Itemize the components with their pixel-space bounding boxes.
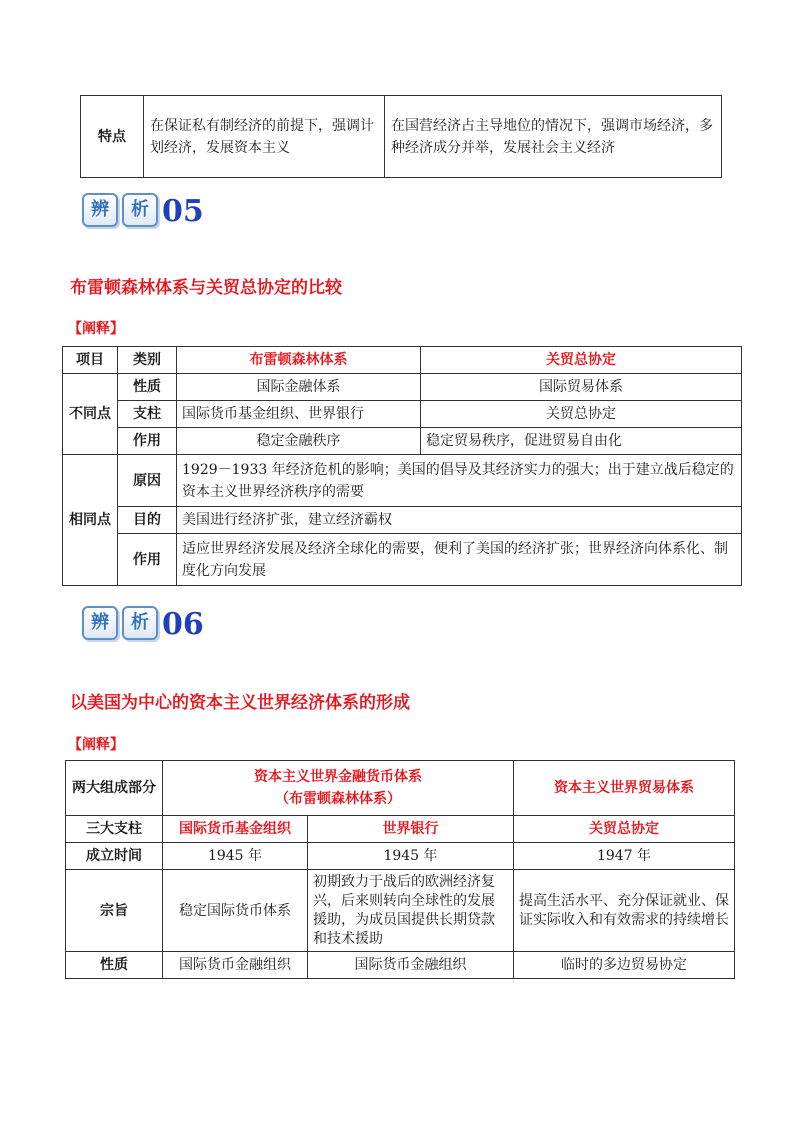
diff-gatt: 关贸总协定 [421, 401, 742, 428]
pillar-imf: 国际货币基金组织 [163, 816, 308, 843]
header-item: 项目 [63, 347, 118, 374]
diff-bretton: 国际金融体系 [177, 374, 421, 401]
comparison-table [62, 346, 742, 586]
diff-gatt: 国际贸易体系 [421, 374, 742, 401]
top-table [80, 95, 722, 178]
differences-label: 不同点 [63, 374, 118, 455]
row-label: 特点 [81, 96, 144, 178]
same-category: 目的 [118, 507, 177, 534]
purpose-imf: 稳定国际货币体系 [163, 870, 308, 952]
same-text: 1929－1933 年经济危机的影响；美国的倡导及其经济实力的强大；出于建立战后稳定的资本主义世界经济秩序的需要 [177, 455, 742, 507]
founded-gatt: 1947 年 [514, 843, 735, 870]
analysis-badge-char1: 辨 [82, 193, 118, 227]
section-title: 以美国为中心的资本主义世界经济体系的形成 [70, 693, 410, 713]
nature-label: 性质 [66, 952, 163, 979]
section-number: 05 [162, 194, 204, 229]
diff-category: 性质 [118, 374, 177, 401]
financial-system-name: 资本主义世界金融货币体系 [254, 769, 422, 785]
diff-bretton: 国际货币基金组织、世界银行 [177, 401, 421, 428]
diff-bretton: 稳定金融秩序 [177, 428, 421, 455]
diff-gatt: 稳定贸易秩序，促进贸易自由化 [421, 428, 742, 455]
nature-gatt: 临时的多边贸易协定 [514, 952, 735, 979]
section-title: 布雷顿森林体系与关贸总协定的比较 [70, 278, 342, 298]
same-category: 作用 [118, 534, 177, 586]
pillars-label: 三大支柱 [66, 816, 163, 843]
explanation-label: 【阐释】 [68, 737, 124, 753]
analysis-badge-char2: 析 [122, 193, 158, 227]
same-text: 适应世界经济发展及经济全球化的需要，便利了美国的经济扩张；世界经济向体系化、制度化方向发展 [177, 534, 742, 586]
founded-label: 成立时间 [66, 843, 163, 870]
analysis-badge-char1: 辨 [82, 606, 118, 640]
purpose-world-bank: 初期致力于战后的欧洲经济复兴，后来则转向全球性的发展援助，为成员国提供长期贷款和技术援助 [308, 870, 514, 952]
header-category: 类别 [118, 347, 177, 374]
pillar-gatt: 关贸总协定 [514, 816, 735, 843]
explanation-label: 【阐释】 [68, 321, 124, 337]
trade-system: 资本主义世界贸易体系 [514, 761, 735, 816]
capitalist-feature: 在保证私有制经济的前提下，强调计划经济，发展资本主义 [144, 96, 385, 178]
socialist-feature: 在国营经济占主导地位的情况下，强调市场经济，多种经济成分并举，发展社会主义经济 [385, 96, 722, 178]
section-number: 06 [162, 607, 204, 642]
diff-category: 支柱 [118, 401, 177, 428]
header-gatt: 关贸总协定 [421, 347, 742, 374]
pillar-world-bank: 世界银行 [308, 816, 514, 843]
founded-imf: 1945 年 [163, 843, 308, 870]
nature-world-bank: 国际货币金融组织 [308, 952, 514, 979]
financial-system-alias: （布雷顿森林体系） [275, 791, 401, 807]
founded-world-bank: 1945 年 [308, 843, 514, 870]
analysis-badge-char2: 析 [122, 606, 158, 640]
components-label: 两大组成部分 [66, 761, 163, 816]
nature-imf: 国际货币金融组织 [163, 952, 308, 979]
similarities-label: 相同点 [63, 455, 118, 586]
diff-category: 作用 [118, 428, 177, 455]
financial-system [163, 761, 514, 816]
same-text: 美国进行经济扩张，建立经济霸权 [177, 507, 742, 534]
purpose-label: 宗旨 [66, 870, 163, 952]
same-category: 原因 [118, 455, 177, 507]
economic-system-table [65, 760, 735, 979]
header-bretton-woods: 布雷顿森林体系 [177, 347, 421, 374]
purpose-gatt: 提高生活水平、充分保证就业、保证实际收入和有效需求的持续增长 [514, 870, 735, 952]
